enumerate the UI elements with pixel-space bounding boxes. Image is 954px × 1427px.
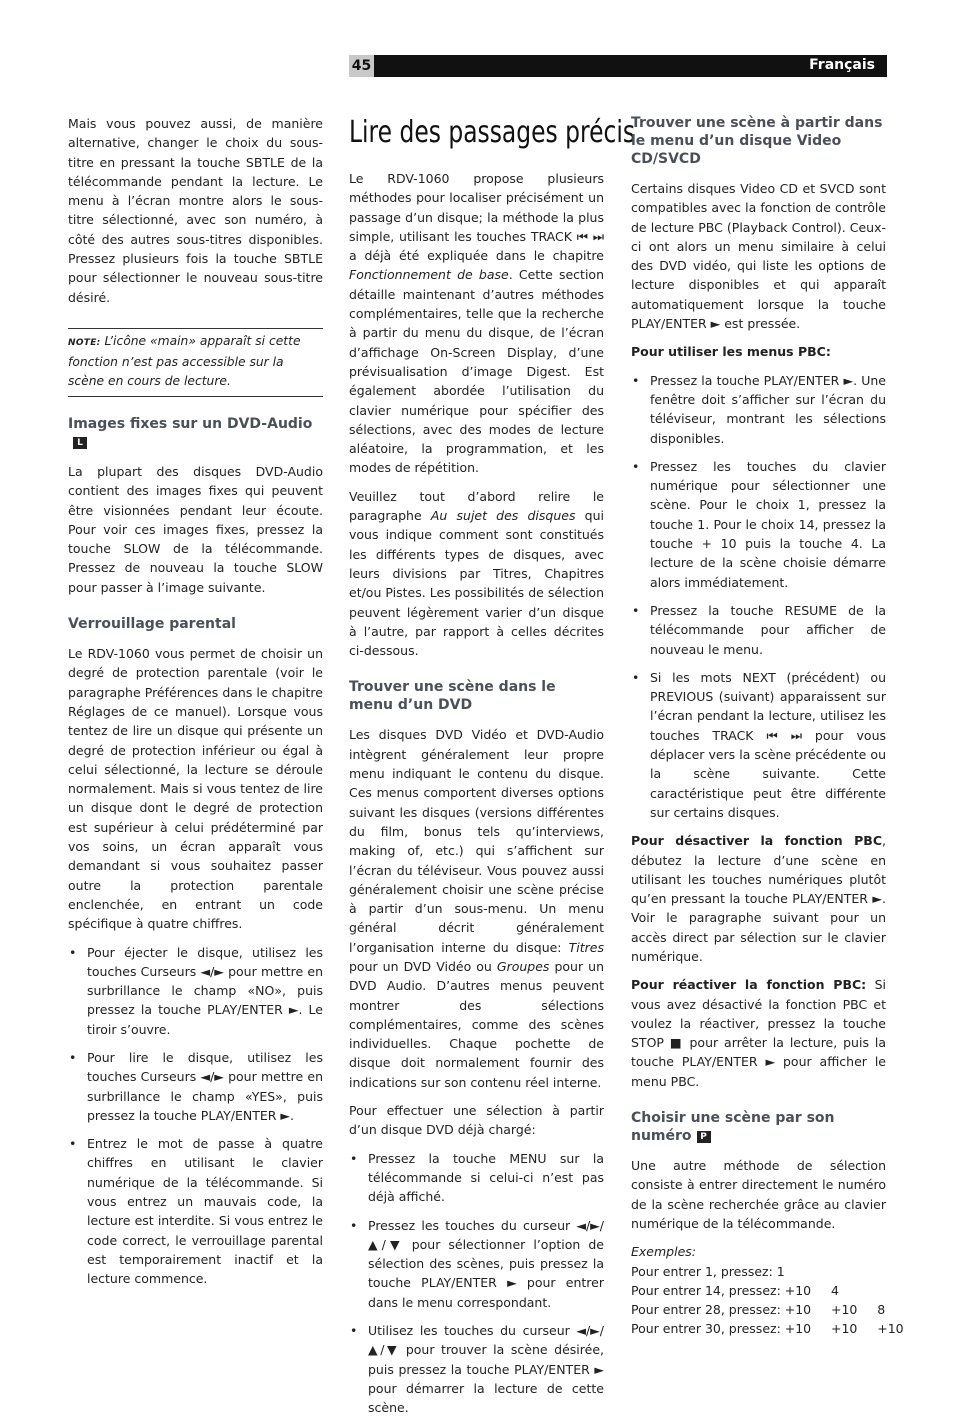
column-right [631, 114, 904, 1339]
paragraph: Certains disques Video CD et SVCD sont compatibles avec la fonction de contrôle de lecture PBC (Playback Control). Ceux-ci ont alors un menu similaire à celui des DVD vidéo, qui liste les options de lecture disponibles et qui apparaît automatiquement lorsque la touche PLAY/ENTER ► est pressée. [631, 181, 886, 332]
note-label: NOTE: [68, 337, 101, 348]
examples-label: Exemples: [631, 1244, 696, 1260]
example-line: Pour entrer 1, pressez: 1 [631, 1263, 785, 1279]
section-heading [631, 1109, 886, 1145]
list-item-text: Pour éjecter le disque, utilisez les touches Curseurs ◄/► pour mettre en surbrillance le champ «NO», puis pressez la touche PLAY/ENTER ►. Le tiroir s’ouvre. [87, 944, 323, 1037]
list-item: • Pour lire le disque, utilisez les touches Curseurs ◄/► pour mettre en surbrillance le champ «YES», puis pressez la touche PLAY/ENTER ►. [69, 1049, 323, 1123]
list-item-text: Pressez les touches du clavier numérique pour sélectionner une scène. Pour le choix 1, pressez la touche 1. Pour le choix 14, pressez la touche + 10 puis la touche 4. La lecture de la scène choisie démarre alors immédiatement. [650, 458, 886, 590]
list-item: • Pressez les touches du clavier numérique pour sélectionner une scène. Pour le choix 1, pressez la touche 1. Pour le choix 14, pressez la touche + 10 puis la touche 4. La lecture de la scène choisie démarre alors immédiatement. [632, 458, 886, 590]
heading-text: Images fixes sur un DVD-Audio [68, 415, 313, 432]
bullet-list [68, 943, 323, 1289]
list-item: • Si les mots NEXT (précédent) ou PREVIOUS (suivant) apparaissent sur l’écran pendant la lecture, utilisez les touches TRACK ⏮ ⏭ pour vous déplacer vers la scène précédente ou la scène suivante. Cette caractéristique peut être différente sur certains disques. [632, 669, 886, 820]
paragraph: Les disques DVD Vidéo et DVD-Audio intègrent généralement leur propre menu indiquant le contenu du disque. Ces menus comportent diverses options suivant les disques (versions différentes du film, bonus tels qu’interviews, making of, etc.) qui s’affichent sur l’écran du téléviseur. Vous pouvez aussi généralement choisir une scène précise à partir d’un sous-menu. Un menu général décrit généralement l’organisation interne du disque: Titres pour un DVD Vidéo ou Groupes pour un DVD Audio. D’autres menus peuvent montrer des sélections complémentaires, comme des scènes individuelles. Chaque pochette de disque doit normalement fournir des indications sur son contenu réel interne. [349, 727, 605, 1090]
list-item-text: Si les mots NEXT (précédent) ou PREVIOUS (suivant) apparaissent sur l’écran pendant la lecture, utilisez les touches TRACK ⏮ ⏭ pour vous déplacer vers la scène précédente ou la scène suivante. Cette caractéristique peut être différente sur certains disques. [650, 669, 886, 820]
note-text: L’icône «main» apparaît si cette fonction n’est pas accessible sur la scène en cours de lecture. [68, 333, 301, 388]
list-item: • Pressez la touche MENU sur la télécommande si celui-ci n’est pas déjà affiché. [350, 1150, 604, 1205]
list-item: • Pressez la touche RESUME de la télécommande pour afficher de nouveau le menu. [632, 602, 886, 657]
paragraph: Une autre méthode de sélection consiste à entrer directement le numéro de la scène recherchée grâce au clavier numérique de la télécommande. [631, 1158, 886, 1231]
page-title: Lire des passages précis [349, 115, 636, 150]
list-item-text: Pour lire le disque, utilisez les touches Curseurs ◄/► pour mettre en surbrillance le champ «YES», puis pressez la touche PLAY/ENTER ►. [87, 1049, 323, 1123]
list-item-text: Entrez le mot de passe à quatre chiffres en utilisant le clavier numérique de la télécommande. Si vous entrez un mauvais code, la lecture est interdite. Si vous entrez le code correct, le verrouillage parental est temporairement inactif et la lecture commence. [87, 1136, 323, 1287]
example-line: Pour entrer 28, pressez: +10 +10 8 [631, 1302, 886, 1318]
badge-l: L [73, 437, 87, 449]
list-item-text: Utilisez les touches du curseur ◄/►/▲/▼ pour trouver la scène désirée, puis pressez la touche PLAY/ENTER ► pour démarrer la lecture de cette scène. [368, 1323, 604, 1416]
paragraph: Le RDV-1060 propose plusieurs méthodes pour localiser précisément un passage d’un disque; la méthode la plus simple, utilisant les touches TRACK ⏮ ⏭ a déjà été expliquée dans le chapitre Fonctionnement de base. Cette section détaille maintenant d’autres méthodes complémentaires, telle que la recherche à partir du menu du disque, de l’écran d’affichage On-Screen Display, d’une prévisualisation d’image Digest. Est également abordée l’utilisation du clavier numérique pour spécifier des sélections, avec des modes de lecture aléatoire, la programmation, et les modes de répétition. [349, 171, 604, 476]
list-item-text: Pressez la touche RESUME de la télécommande pour afficher de nouveau le menu. [650, 602, 886, 657]
list-item-text: Pressez la touche PLAY/ENTER ►. Une fenêtre doit s’afficher sur l’écran du téléviseur, montrant les sélections disponibles. [650, 372, 886, 446]
language-label: Français [809, 57, 875, 73]
paragraph: Mais vous pouvez aussi, de manière alternative, changer le choix du sous-titre en pressant la touche SBTLE de la télécommande pendant la lecture. Le menu à l’écran montre alors le sous-titre sélectionné, avec son numéro, à côté des autres sous-titres disponibles. Pressez plusieurs fois la touche SBTLE pour sélectionner le nouveau sous-titre désiré. [68, 116, 323, 305]
paragraph: Pour désactiver la fonction PBC, débutez la lecture d’une scène en utilisant les touches numériques plutôt qu’en pressant la touche PLAY/ENTER ►. Voir le paragraphe suivant pour un accès direct par sélection sur le clavier numérique. [631, 833, 886, 964]
paragraph [631, 342, 886, 361]
paragraph: Le RDV-1060 vous permet de choisir un degré de protection parentale (voir le paragraphe Préférences dans le chapitre Réglages de ce manuel). Lorsque vous tentez de lire un disque qui présente un degré de protection inférieur ou égal à celui sélectionné, la lecture se déroule normalement. Mais si vous tentez de lire un disque dont le degré de protection est supérieur à celui prédéterminé par vos soins, un écran apparaît vous demandant si vous souhaitez passer outre la protection parentale enclenchée, en entrant un code spécifique à quatre chiffres. [68, 646, 323, 932]
page-header [349, 55, 887, 77]
paragraph: Pour effectuer une sélection à partir d’un disque DVD déjà chargé: [349, 1103, 604, 1138]
list-item: • Pour éjecter le disque, utilisez les touches Curseurs ◄/► pour mettre en surbrillance le champ «NO», puis pressez la touche PLAY/ENTER ►. Le tiroir s’ouvre. [69, 944, 323, 1037]
example-line: Pour entrer 14, pressez: +10 4 [631, 1282, 839, 1298]
section-heading [68, 415, 323, 451]
list-item: • Utilisez les touches du curseur ◄/►/▲/▼ pour trouver la scène désirée, puis pressez la touche PLAY/ENTER ► pour démarrer la lecture de cette scène. [350, 1323, 604, 1416]
section-heading: Trouver une scène dans le menu d’un DVD [349, 679, 556, 714]
paragraph: Veuillez tout d’abord relire le paragraphe Au sujet des disques qui vous indique comment sont constitués les différents types de disques, avec leurs divisions par Titres, Chapitres et/ou Pistes. Les possibilités de sélection peuvent légèrement varier d’un disque à l’autre, par rapport à celles décrites ci-dessous. [349, 488, 604, 659]
paragraph: Pour réactiver la fonction PBC: Si vous avez désactivé la fonction PBC et voulez la réactiver, pressez la touche STOP ■ pour arrêter la lecture, puis la touche PLAY/ENTER ► pour afficher le menu PBC. [631, 977, 886, 1089]
column-middle [349, 114, 636, 1427]
section-heading: Trouver une scène à partir dans le menu d’un disque Video CD/SVCD [631, 115, 883, 167]
example-line: Pour entrer 30, pressez: +10 +10 +10 [631, 1321, 904, 1337]
list-item: • Pressez la touche PLAY/ENTER ►. Une fenêtre doit s’afficher sur l’écran du téléviseur, montrant les sélections disponibles. [632, 372, 886, 446]
list-item-text: Pressez la touche MENU sur la télécommande si celui-ci n’est pas déjà affiché. [368, 1150, 604, 1205]
column-left [68, 114, 323, 1298]
bullet-list [631, 371, 886, 823]
heading-text: Choisir une scène par son numéro [631, 1110, 835, 1145]
list-item: • Pressez les touches du curseur ◄/►/▲/▼ pour sélectionner l’option de sélection des scènes, puis pressez la touche PLAY/ENTER ► pour entrer dans le menu correspondant. [350, 1217, 604, 1310]
page-number: 45 [349, 55, 374, 77]
list-item-text: Pressez les touches du curseur ◄/►/▲/▼ pour sélectionner l’option de sélection des scènes, puis pressez la touche PLAY/ENTER ► pour entrer dans le menu correspondant. [368, 1217, 604, 1310]
bold-label: Pour utiliser les menus PBC: [631, 344, 831, 360]
bullet-list [349, 1149, 604, 1418]
examples-block [631, 1242, 904, 1338]
section-heading: Verrouillage parental [68, 616, 236, 633]
list-item: • Entrez le mot de passe à quatre chiffres en utilisant le clavier numérique de la télécommande. Si vous entrez un mauvais code, la lecture est interdite. Si vous entrez le code correct, le verrouillage parental est temporairement inactif et la lecture commence. [69, 1136, 323, 1287]
paragraph: La plupart des disques DVD-Audio contient des images fixes qui peuvent être visionnées pendant leur écoute. Pour voir ces images fixes, pressez la touche SLOW de la télécommande. Pressez de nouveau la touche SLOW pour passer à l’image suivante. [68, 463, 323, 595]
badge-p: P [697, 1131, 711, 1143]
note-box [68, 328, 323, 397]
